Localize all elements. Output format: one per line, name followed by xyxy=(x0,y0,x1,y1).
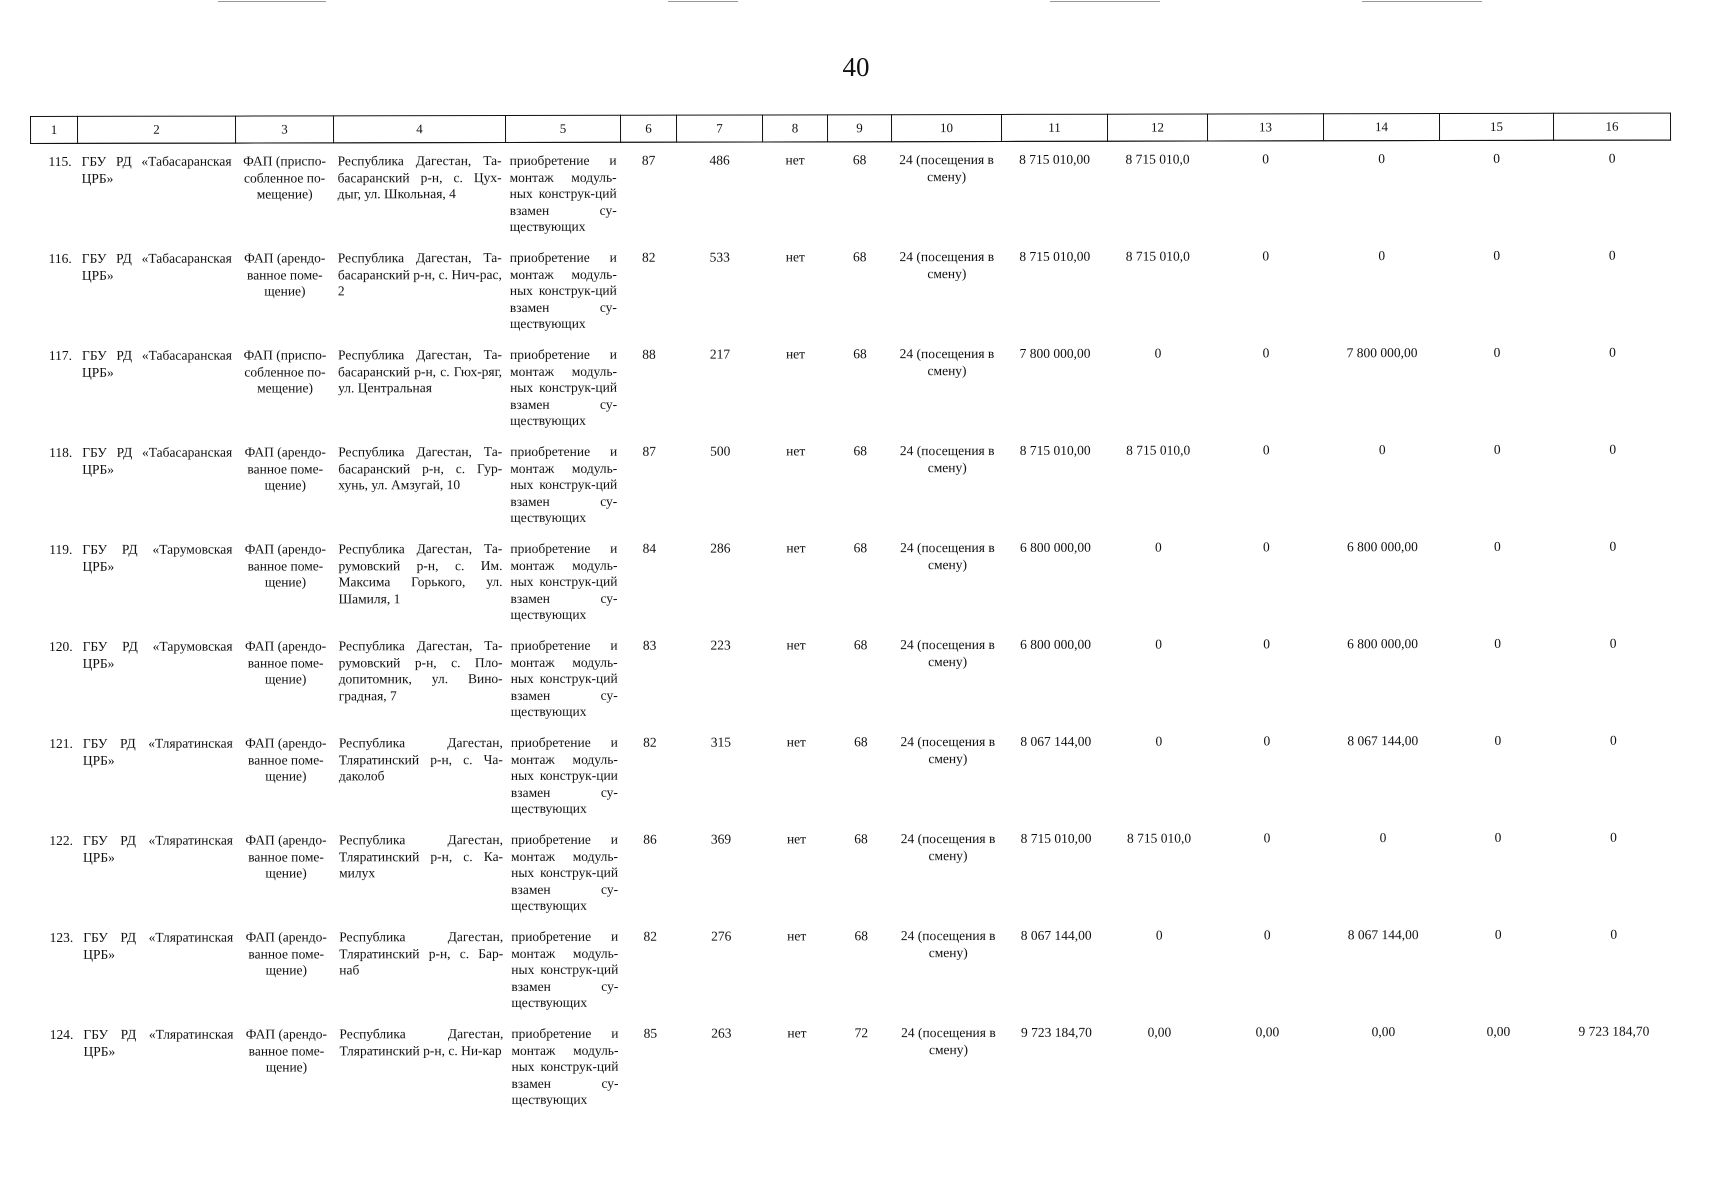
address-cell: Республика Дагестан, Тляратинский р-н, с. Ка-милух xyxy=(339,832,504,881)
address-cell: Республика Дагестан, Та-басаранский р-н, с. Гур-хунь, ул. Амзугай, 10 xyxy=(338,444,503,493)
table-row xyxy=(32,917,1672,1017)
address-cell: Республика Дагестан, Тляратинский р-н, с. Бар-наб xyxy=(339,929,504,978)
col12-amount-cell: 0 xyxy=(1155,636,1162,652)
organization-cell: ГБУ РД «Тляратинская ЦРБ» xyxy=(82,735,233,768)
col13-amount-cell: 0 xyxy=(1263,539,1270,555)
row-number: 122. xyxy=(49,832,74,848)
col14-amount-cell: 7 800 000,00 xyxy=(1346,345,1418,361)
table-row xyxy=(32,820,1672,920)
column-header-16: 16 xyxy=(1553,113,1670,140)
col12-amount-cell: 0 xyxy=(1155,733,1163,749)
col15-amount-cell: 0 xyxy=(1493,344,1501,360)
col7-cell: 500 xyxy=(710,443,731,459)
table-body xyxy=(31,140,1673,1114)
action-cell: приобретение и монтаж модуль-ных конструк-ций взамен су-ществующих xyxy=(509,346,618,428)
col9-cell: 68 xyxy=(854,831,868,847)
col11-amount-cell: 8 067 144,00 xyxy=(1020,927,1092,943)
data-table xyxy=(30,113,1673,1114)
organization-cell: ГБУ РД «Табасаранская ЦРБ» xyxy=(81,153,232,186)
facility-type-cell: ФАП (арендо-ванное поме-щение) xyxy=(244,444,326,493)
scan-edge-mark xyxy=(1362,1,1482,2)
col11-amount-cell: 7 800 000,00 xyxy=(1019,345,1091,361)
col15-amount-cell: 0 xyxy=(1494,732,1502,748)
col14-amount-cell: 8 067 144,00 xyxy=(1347,733,1419,749)
col16-amount-cell: 0 xyxy=(1610,829,1617,845)
column-header-9: 9 xyxy=(827,115,891,142)
organization-cell: ГБУ РД «Тарумовская ЦРБ» xyxy=(82,638,233,671)
facility-type-cell: ФАП (арендо-ванное поме-щение) xyxy=(245,929,327,978)
col15-amount-cell: 0 xyxy=(1494,829,1502,845)
address-cell: Республика Дагестан, Тляратинский р-н, с. Ча-даколоб xyxy=(338,735,503,784)
row-number: 115. xyxy=(48,153,72,169)
facility-type-cell: ФАП (арендо-ванное поме-щение) xyxy=(245,832,327,881)
col13-amount-cell: 0 xyxy=(1263,830,1271,846)
col15-amount-cell: 0,00 xyxy=(1486,1023,1511,1039)
organization-cell: ГБУ РД «Табасаранская ЦРБ» xyxy=(81,250,232,283)
col12-amount-cell: 8 715 010,0 xyxy=(1125,151,1190,167)
column-header-11: 11 xyxy=(1001,114,1107,141)
col13-amount-cell: 0 xyxy=(1262,151,1269,167)
column-header-3: 3 xyxy=(236,116,334,143)
col12-amount-cell: 0,00 xyxy=(1147,1024,1172,1040)
col6-cell: 86 xyxy=(643,831,657,847)
col14-amount-cell: 0 xyxy=(1378,442,1386,458)
col13-amount-cell: 0 xyxy=(1262,345,1270,361)
column-header-15: 15 xyxy=(1439,113,1553,140)
visits-cell: 24 (посещения в смену) xyxy=(900,733,996,766)
visits-cell: 24 (посещения в смену) xyxy=(900,927,996,960)
page-number: 40 xyxy=(842,52,870,82)
facility-type-cell: ФАП (приспо-собленное по-мещение) xyxy=(243,347,327,396)
col16-amount-cell: 0 xyxy=(1609,732,1617,748)
column-header-4: 4 xyxy=(334,116,506,143)
row-number: 120. xyxy=(48,638,73,654)
column-header-6: 6 xyxy=(620,115,676,142)
table-row xyxy=(31,140,1671,241)
col14-amount-cell: 0 xyxy=(1378,248,1386,264)
col7-cell: 369 xyxy=(710,831,732,847)
organization-cell: ГБУ РД «Табасаранская ЦРБ» xyxy=(82,444,233,477)
col9-cell: 68 xyxy=(852,152,867,168)
col8-cell: нет xyxy=(786,831,807,847)
address-cell: Республика Дагестан, Та-басаранский р-н, с. Цух-дыг, ул. Школьная, 4 xyxy=(337,153,502,202)
col15-amount-cell: 0 xyxy=(1494,926,1502,942)
col12-amount-cell: 0 xyxy=(1155,927,1163,943)
col7-cell: 533 xyxy=(709,249,730,265)
col8-cell: нет xyxy=(787,1025,807,1041)
visits-cell: 24 (посещения в смену) xyxy=(901,1024,996,1057)
scan-edge-mark xyxy=(668,1,738,2)
organization-cell: ГБУ РД «Табасаранская ЦРБ» xyxy=(81,347,233,380)
col9-cell: 68 xyxy=(853,346,867,362)
col13-amount-cell: 0,00 xyxy=(1255,1024,1280,1040)
col8-cell: нет xyxy=(785,249,805,265)
col15-amount-cell: 0 xyxy=(1493,150,1500,166)
col11-amount-cell: 6 800 000,00 xyxy=(1020,636,1092,652)
col9-cell: 68 xyxy=(853,637,868,653)
col12-amount-cell: 8 715 010,0 xyxy=(1126,830,1192,846)
action-cell: приобретение и монтаж модуль-ных конструк-ций взамен су-ществующих xyxy=(511,1025,619,1107)
column-header-12: 12 xyxy=(1107,114,1207,141)
column-header-14: 14 xyxy=(1323,114,1439,141)
table-row xyxy=(31,432,1671,532)
col7-cell: 223 xyxy=(710,637,731,653)
address-cell: Республика Дагестан, Та-басаранский р-н, с. Нич-рас, 2 xyxy=(337,250,502,299)
table-row xyxy=(32,1014,1672,1114)
col16-amount-cell: 0 xyxy=(1609,344,1616,360)
col14-amount-cell: 0 xyxy=(1379,830,1387,846)
facility-type-cell: ФАП (арендо-ванное поме-щение) xyxy=(244,541,327,590)
action-cell: приобретение и монтаж модуль-ных конструк-ций взамен су-ществующих xyxy=(509,152,617,234)
row-number: 116. xyxy=(48,250,72,266)
row-number: 119. xyxy=(49,541,73,557)
table-row xyxy=(31,529,1671,629)
col11-amount-cell: 8 715 010,00 xyxy=(1019,151,1091,167)
visits-cell: 24 (посещения в смену) xyxy=(900,539,995,572)
scan-edge-mark xyxy=(1050,1,1160,2)
col16-amount-cell: 0 xyxy=(1608,247,1616,263)
action-cell: приобретение и монтаж модуль-ных конструк-ций взамен су-ществующих xyxy=(511,831,619,913)
col7-cell: 217 xyxy=(709,346,731,362)
col11-amount-cell: 8 067 144,00 xyxy=(1020,733,1092,749)
col14-amount-cell: 6 800 000,00 xyxy=(1346,539,1418,555)
col7-cell: 276 xyxy=(711,928,732,944)
col8-cell: нет xyxy=(786,443,806,459)
col9-cell: 68 xyxy=(854,734,868,750)
col14-amount-cell: 0,00 xyxy=(1371,1024,1396,1040)
visits-cell: 24 (посещения в смену) xyxy=(899,151,994,184)
col12-amount-cell: 8 715 010,0 xyxy=(1126,442,1191,458)
col16-amount-cell: 0 xyxy=(1608,150,1616,166)
visits-cell: 24 (посещения в смену) xyxy=(899,345,995,378)
scan-edge-mark xyxy=(218,1,326,2)
facility-type-cell: ФАП (арендо-ванное поме-щение) xyxy=(244,250,326,299)
col13-amount-cell: 0 xyxy=(1263,733,1271,749)
row-number: 121. xyxy=(49,735,73,751)
col16-amount-cell: 0 xyxy=(1609,441,1617,457)
row-number: 117. xyxy=(48,347,73,363)
col13-amount-cell: 0 xyxy=(1262,442,1270,458)
col13-amount-cell: 0 xyxy=(1263,927,1271,943)
col6-cell: 82 xyxy=(642,249,656,265)
column-header-5: 5 xyxy=(506,115,621,142)
visits-cell: 24 (посещения в смену) xyxy=(899,442,995,475)
col14-amount-cell: 8 067 144,00 xyxy=(1347,927,1419,943)
action-cell: приобретение и монтаж модуль-ных конструк-ций взамен су-ществующих xyxy=(510,540,618,622)
col7-cell: 315 xyxy=(710,734,731,750)
col11-amount-cell: 9 723 184,70 xyxy=(1020,1024,1092,1040)
col6-cell: 87 xyxy=(642,443,656,459)
facility-type-cell: ФАП (приспо-собленное по-мещение) xyxy=(243,153,327,202)
col15-amount-cell: 0 xyxy=(1493,247,1501,263)
facility-type-cell: ФАП (арендо-ванное поме-щение) xyxy=(245,1026,328,1075)
col16-amount-cell: 0 xyxy=(1609,635,1617,651)
col6-cell: 83 xyxy=(642,637,657,653)
row-number: 124. xyxy=(49,1026,74,1042)
col9-cell: 68 xyxy=(853,249,867,265)
table-row xyxy=(32,626,1672,726)
col11-amount-cell: 6 800 000,00 xyxy=(1019,539,1091,555)
row-number: 123. xyxy=(49,929,74,945)
col15-amount-cell: 0 xyxy=(1494,538,1501,554)
action-cell: приобретение и монтаж модуль-ных конструк-ций взамен су-ществующих xyxy=(511,928,619,1010)
organization-cell: ГБУ РД «Тарумовская ЦРБ» xyxy=(82,541,233,574)
col16-amount-cell: 9 723 184,70 xyxy=(1578,1023,1650,1039)
col6-cell: 82 xyxy=(643,734,657,750)
col14-amount-cell: 0 xyxy=(1378,151,1385,167)
col6-cell: 84 xyxy=(642,540,657,556)
visits-cell: 24 (посещения в смену) xyxy=(900,830,996,863)
organization-cell: ГБУ РД «Тляратинская ЦРБ» xyxy=(83,1026,234,1059)
col16-amount-cell: 0 xyxy=(1609,538,1617,554)
organization-cell: ГБУ РД «Тляратинская ЦРБ» xyxy=(83,929,234,962)
col16-amount-cell: 0 xyxy=(1610,926,1618,942)
col12-amount-cell: 0 xyxy=(1154,345,1162,361)
address-cell: Республика Дагестан, Та-румовский р-н, с. Им. Максима Горького, ул. Шамиля, 1 xyxy=(338,541,503,606)
col6-cell: 85 xyxy=(643,1025,658,1041)
col11-amount-cell: 8 715 010,00 xyxy=(1019,442,1091,458)
col12-amount-cell: 0 xyxy=(1155,539,1162,555)
col12-amount-cell: 8 715 010,0 xyxy=(1125,248,1190,264)
action-cell: приобретение и монтаж модуль-ных конструк-ций взамен су-ществующих xyxy=(509,249,617,331)
header-row xyxy=(31,113,1671,143)
col8-cell: нет xyxy=(786,734,806,750)
column-header-2: 2 xyxy=(78,116,236,143)
col9-cell: 68 xyxy=(853,443,867,459)
col15-amount-cell: 0 xyxy=(1493,441,1501,457)
col8-cell: нет xyxy=(786,540,806,556)
col11-amount-cell: 8 715 010,00 xyxy=(1020,830,1092,846)
col7-cell: 263 xyxy=(711,1025,732,1041)
visits-cell: 24 (посещения в смену) xyxy=(899,248,995,281)
action-cell: приобретение и монтаж модуль-ных конструк-ций взамен су-ществующих xyxy=(510,637,618,719)
facility-type-cell: ФАП (арендо-ванное поме-щение) xyxy=(245,735,327,784)
column-header-13: 13 xyxy=(1207,114,1323,141)
col6-cell: 88 xyxy=(642,346,656,362)
address-cell: Республика Дагестан, Тляратинский р-н, с. Ни-кар xyxy=(339,1026,504,1058)
action-cell: приобретение и монтаж модуль-ных конструк-ций взамен су-ществующих xyxy=(510,443,618,525)
table-row xyxy=(31,238,1671,338)
col8-cell: нет xyxy=(785,346,806,362)
action-cell: приобретение и монтаж модуль-ных конструк-ции взамен су-ществующих xyxy=(510,734,618,816)
col15-amount-cell: 0 xyxy=(1494,635,1501,651)
table-row xyxy=(31,335,1671,435)
col9-cell: 72 xyxy=(854,1025,869,1041)
facility-type-cell: ФАП (арендо-ванное поме-щение) xyxy=(244,638,327,687)
col7-cell: 286 xyxy=(710,540,731,556)
col7-cell: 486 xyxy=(709,152,730,168)
visits-cell: 24 (посещения в смену) xyxy=(900,636,995,669)
table-row xyxy=(32,723,1672,823)
col8-cell: нет xyxy=(786,637,806,653)
col6-cell: 82 xyxy=(643,928,657,944)
organization-cell: ГБУ РД «Тляратинская ЦРБ» xyxy=(83,832,234,865)
address-cell: Республика Дагестан, Та-басаранский р-н, с. Гюх-ряг, ул. Центральная xyxy=(337,347,503,396)
col13-amount-cell: 0 xyxy=(1262,248,1270,264)
col9-cell: 68 xyxy=(853,540,868,556)
column-header-7: 7 xyxy=(676,115,762,142)
column-header-10: 10 xyxy=(891,114,1001,141)
col11-amount-cell: 8 715 010,00 xyxy=(1019,248,1091,264)
row-number: 118. xyxy=(49,444,73,460)
col14-amount-cell: 6 800 000,00 xyxy=(1347,636,1419,652)
col8-cell: нет xyxy=(787,928,807,944)
col8-cell: нет xyxy=(785,152,805,168)
address-cell: Республика Дагестан, Та-румовский р-н, с. Пло-допитомник, ул. Вино-градная, 7 xyxy=(338,638,503,703)
col13-amount-cell: 0 xyxy=(1263,636,1270,652)
column-header-8: 8 xyxy=(762,115,827,142)
column-header-1: 1 xyxy=(31,116,78,143)
col9-cell: 68 xyxy=(854,928,868,944)
col6-cell: 87 xyxy=(641,152,656,168)
